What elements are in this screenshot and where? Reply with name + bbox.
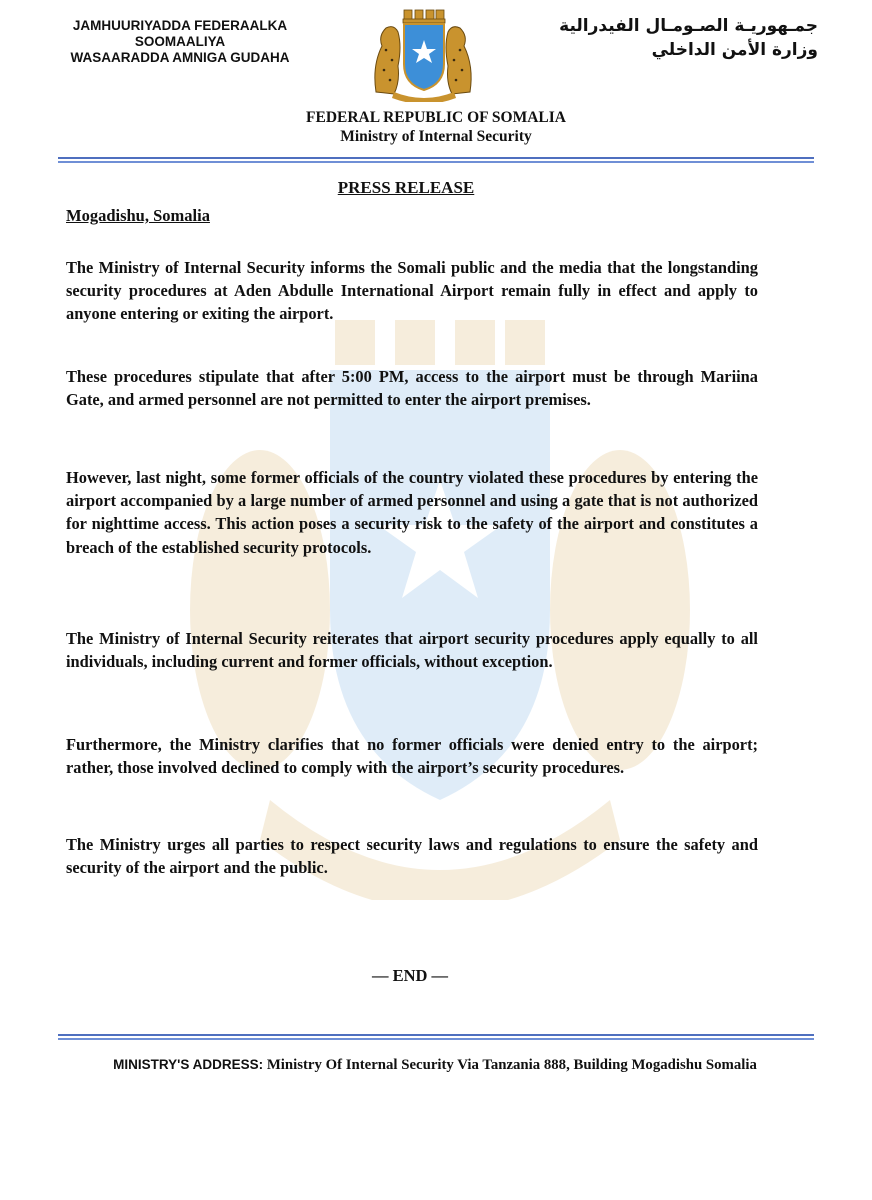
paragraph-text: The Ministry of Internal Security reiterates that airport security procedures apply equally to all individuals, including current and former officials, without exception. [66, 629, 758, 672]
header-somali-line: WASAARADDA AMNIGA GUDAHA [70, 50, 290, 65]
header-somali-line: SOOMAALIYA [134, 34, 226, 49]
paragraph-5 [66, 733, 758, 779]
paragraph-1 [66, 256, 758, 326]
paragraph-text: The Ministry of Internal Security informs the Somali public and the media that the longstanding security procedures at Aden Abdulle International Airport remain fully in effect and apply to anyone entering or exiting the airport. [66, 258, 758, 324]
address-text: Ministry Of Internal Security Via Tanzania 888, Building Mogadishu Somalia [266, 1057, 757, 1073]
address-label: MINISTRY'S ADDRESS: [113, 1057, 264, 1072]
header-arabic-line: جمـهوريـة الصـومـال الفيدرالية [559, 16, 818, 36]
paragraph-2 [66, 365, 758, 411]
header-somali [30, 18, 330, 66]
coat-of-arms-emblem [368, 6, 478, 102]
paragraph-3 [66, 466, 758, 559]
paragraph-6 [66, 833, 758, 879]
header-english-title: FEDERAL REPUBLIC OF SOMALIA [306, 109, 566, 126]
header-arabic-line: وزارة الأمن الداخلي [651, 40, 818, 60]
ministry-address [40, 1057, 830, 1074]
paragraph-text: Furthermore, the Ministry clarifies that no former officials were denied entry to the airport; rather, those involved declined to comply with the airport’s security procedures. [66, 735, 758, 778]
header-somali-line: JAMHUURIYADDA FEDERAALKA [72, 18, 288, 33]
paragraph-text: These procedures stipulate that after 5:00 PM, access to the airport must be through Mariina Gate, and armed personnel are not permitted to enter the airport premises. [66, 367, 758, 410]
paragraph-4 [66, 627, 758, 673]
paragraph-text: The Ministry urges all parties to respect security laws and regulations to ensure the safety and security of the airport and the public. [66, 835, 758, 878]
header-english-subtitle: Ministry of Internal Security [340, 128, 532, 145]
end-mark: — END — [371, 966, 449, 985]
footer-divider [58, 1034, 814, 1040]
header-divider [58, 157, 814, 163]
press-release-heading: PRESS RELEASE [337, 178, 475, 197]
paragraph-text: However, last night, some former officials of the country violated these procedures by entering the airport accompanied by a large number of armed personnel and using a gate that is not authorized for nighttime access. This action poses a security risk to the safety of the airport and constitutes a breach of the established security protocols. [66, 468, 758, 557]
header-arabic [518, 14, 818, 62]
dateline-location: Mogadishu, Somalia [66, 206, 210, 225]
